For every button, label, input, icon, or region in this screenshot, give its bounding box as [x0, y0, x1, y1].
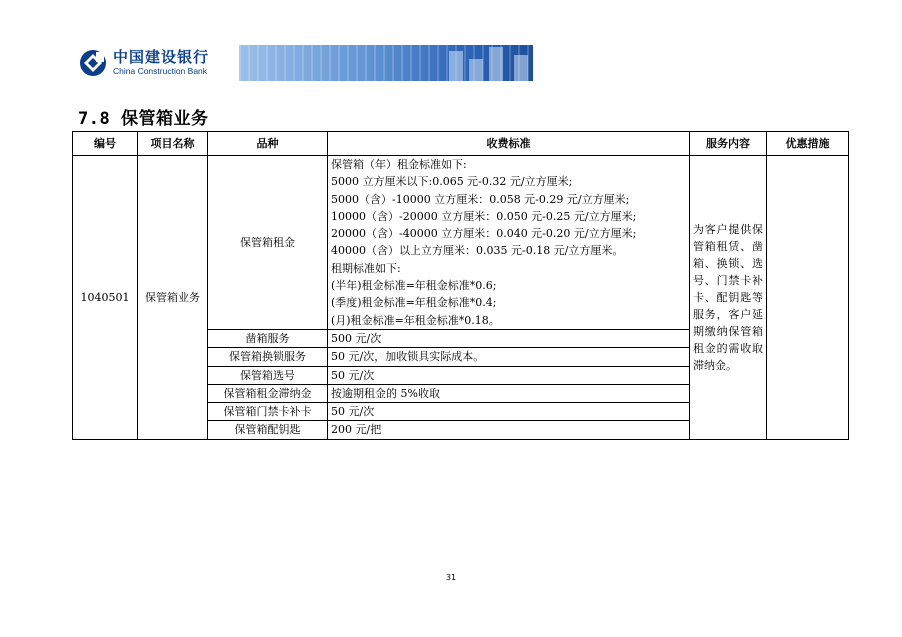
bank-logo — [75, 45, 239, 81]
fee-line: 20000（含）-40000 立方厘米：0.040 元-0.20 元/立方厘米; — [331, 227, 637, 241]
variety-cell: 凿箱服务 — [208, 329, 328, 347]
table-row — [73, 156, 849, 330]
fee-cell: 500 元/次 — [328, 329, 690, 347]
page-number: 31 — [445, 573, 457, 582]
header-discount: 优惠措施 — [767, 132, 849, 156]
fee-line: 租期标准如下: — [331, 261, 401, 275]
variety-cell: 保管箱换锁服务 — [208, 348, 328, 366]
table-header-row — [73, 132, 849, 156]
header-project-name: 项目名称 — [138, 132, 208, 156]
fee-line: (月)租金标准=年租金标准*0.18。 — [331, 313, 500, 327]
header-service-content: 服务内容 — [690, 132, 767, 156]
fee-standard-cell — [328, 156, 690, 330]
fee-line: 5000 立方厘米以下:0.065 元-0.32 元/立方厘米; — [331, 175, 573, 189]
banner-image — [239, 45, 533, 81]
variety-cell: 保管箱门禁卡补卡 — [208, 403, 328, 421]
project-name-cell: 保管箱业务 — [138, 156, 208, 440]
fee-cell: 50 元/次 — [328, 366, 690, 384]
discount-cell — [767, 156, 849, 440]
fee-cell: 50 元/次 — [328, 403, 690, 421]
variety-cell: 保管箱租金滞纳金 — [208, 384, 328, 402]
header-banner — [75, 45, 533, 81]
fee-table — [72, 131, 849, 440]
fee-line: 10000（含）-20000 立方厘米：0.050 元-0.25 元/立方厘米; — [331, 209, 637, 223]
fee-cell: 按逾期租金的 5%收取 — [328, 384, 690, 402]
ccb-logo-icon — [79, 49, 107, 77]
section-title: 7.8 保管箱业务 — [78, 109, 209, 129]
variety-cell: 保管箱配钥匙 — [208, 421, 328, 439]
fee-line: (半年)租金标准=年租金标准*0.6; — [331, 279, 497, 293]
variety-cell: 保管箱选号 — [208, 366, 328, 384]
bank-name-en: China Construction Bank — [113, 66, 208, 77]
fee-line: 40000（含）以上立方厘米：0.035 元-0.18 元/立方厘米。 — [331, 244, 624, 258]
header-code: 编号 — [73, 132, 138, 156]
service-content-text: 为客户提供保管箱租赁、凿箱、换锁、选号、门禁卡补卡、配钥匙等服务，客户延期缴纳保管箱租金的需收取滞纳金。 — [693, 222, 763, 372]
service-content-cell — [690, 156, 767, 440]
fee-line: 5000（含）-10000 立方厘米：0.058 元-0.29 元/立方厘米; — [331, 192, 630, 206]
header-variety: 品种 — [208, 132, 328, 156]
bank-name-cn: 中国建设银行 — [113, 48, 210, 67]
fee-line: (季度)租金标准=年租金标准*0.4; — [331, 296, 497, 310]
header-fee-standard: 收费标准 — [328, 132, 690, 156]
code-cell: 1040501 — [73, 156, 138, 440]
fee-line: 保管箱（年）租金标准如下: — [331, 158, 467, 171]
variety-cell: 保管箱租金 — [208, 156, 328, 330]
fee-cell: 200 元/把 — [328, 421, 690, 439]
fee-cell: 50 元/次，加收锁具实际成本。 — [328, 348, 690, 366]
